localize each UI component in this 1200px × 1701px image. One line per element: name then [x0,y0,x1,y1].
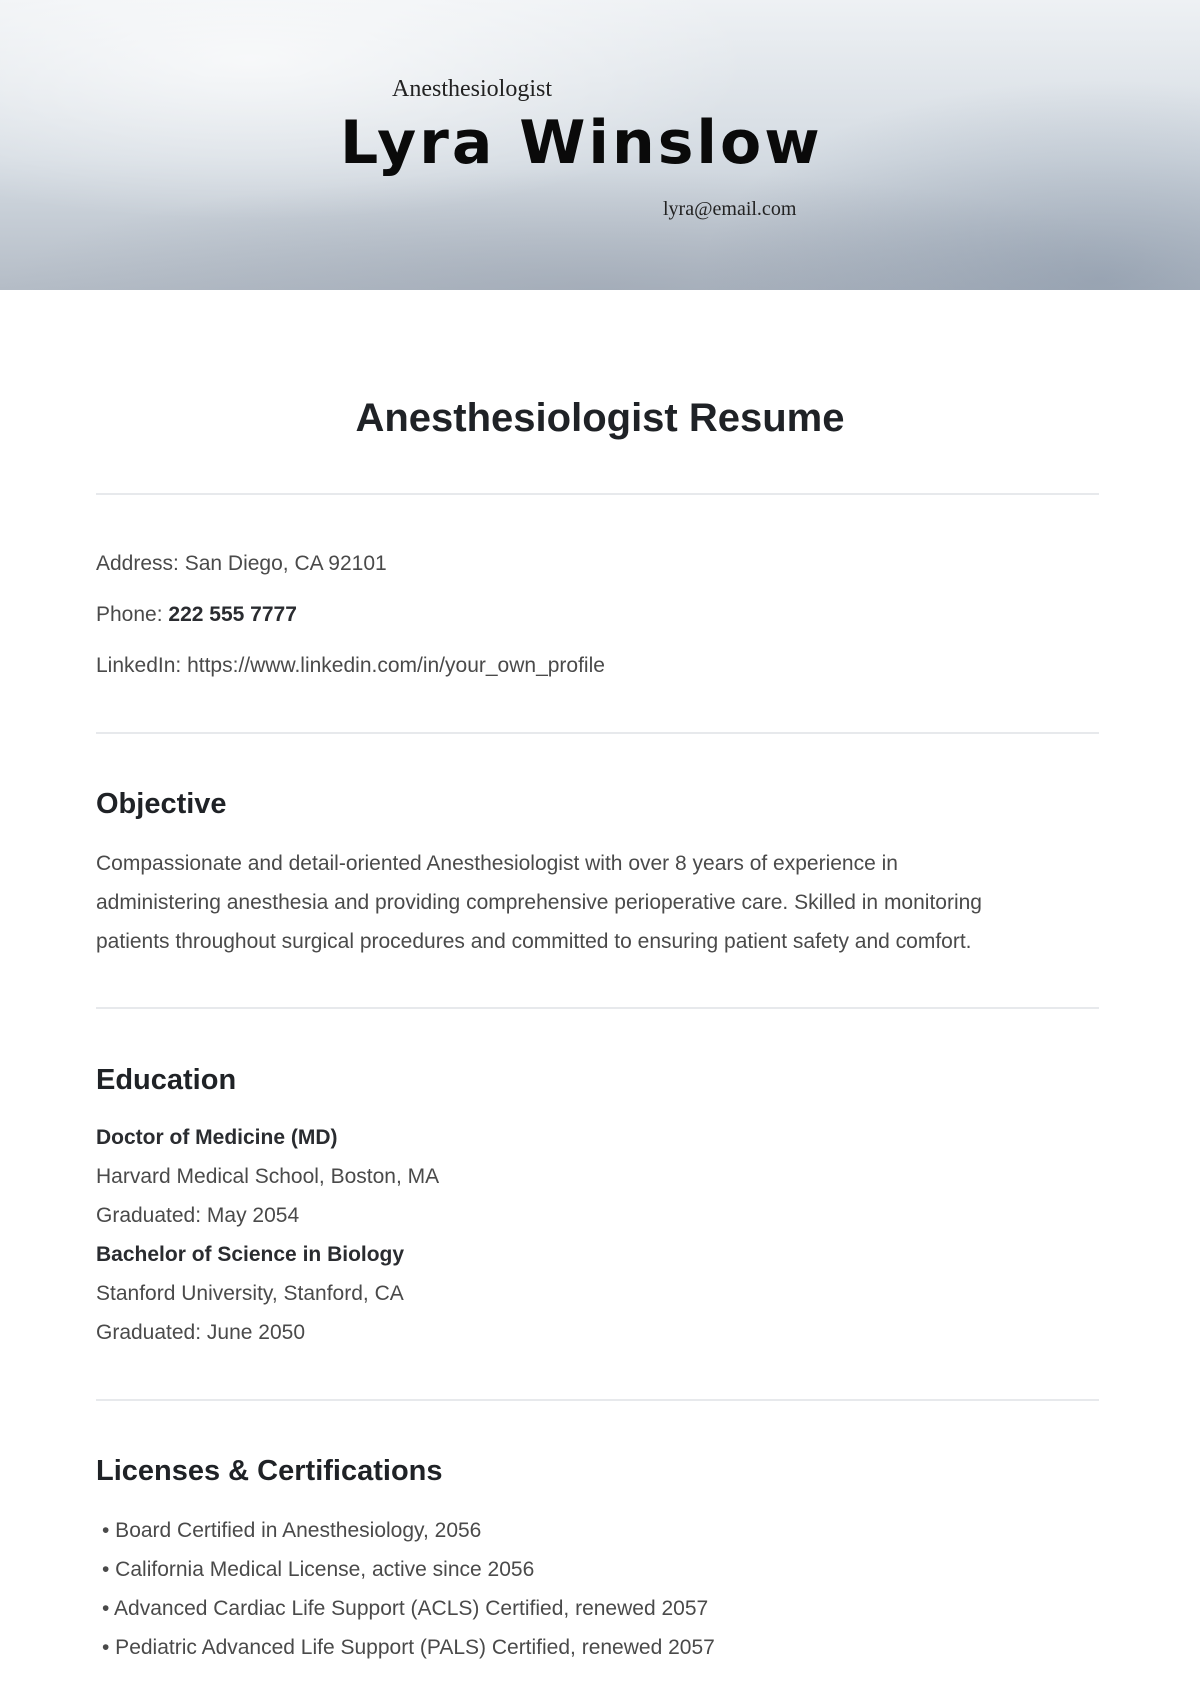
education-graduated: Graduated: May 2054 [96,1204,300,1227]
job-subtitle: Anesthesiologist [392,76,552,102]
license-item: • Advanced Cardiac Life Support (ACLS) Certified, renewed 2057 [102,1597,709,1620]
phone-value: 222 555 7777 [168,603,297,626]
header-banner [0,0,1200,290]
contact-address [96,552,387,576]
divider [96,1399,1099,1401]
header-email: lyra@email.com [663,198,797,220]
linkedin-link[interactable]: https://www.linkedin.com/in/your_own_profile [187,654,605,677]
objective-line: Compassionate and detail-oriented Anesthesiologist with over 8 years of experience in [96,852,898,875]
objective-line: patients throughout surgical procedures and committed to ensuring patient safety and comfort. [96,930,972,953]
education-school: Stanford University, Stanford, CA [96,1282,404,1305]
license-item: • Board Certified in Anesthesiology, 2056 [102,1519,482,1542]
candidate-name: Lyra Winslow [340,108,823,178]
licenses-heading: Licenses & Certifications [96,1455,443,1487]
divider [96,1007,1099,1009]
divider [96,732,1099,734]
license-item: • California Medical License, active since 2056 [102,1558,535,1581]
address-label: Address: [96,552,179,575]
objective-line: administering anesthesia and providing comprehensive perioperative care. Skilled in monitoring [96,891,982,914]
education-degree: Doctor of Medicine (MD) [96,1126,338,1149]
contact-linkedin [96,654,605,678]
phone-label: Phone: [96,603,163,626]
education-graduated: Graduated: June 2050 [96,1321,305,1344]
linkedin-label: LinkedIn: [96,654,182,677]
divider [96,493,1099,495]
license-item: • Pediatric Advanced Life Support (PALS) Certified, renewed 2057 [102,1636,715,1659]
education-degree: Bachelor of Science in Biology [96,1243,405,1266]
objective-heading: Objective [96,788,227,820]
education-school: Harvard Medical School, Boston, MA [96,1165,440,1188]
education-heading: Education [96,1064,237,1096]
contact-phone [96,603,297,627]
page-title: Anesthesiologist Resume [355,396,845,440]
address-value: San Diego, CA 92101 [184,552,387,575]
